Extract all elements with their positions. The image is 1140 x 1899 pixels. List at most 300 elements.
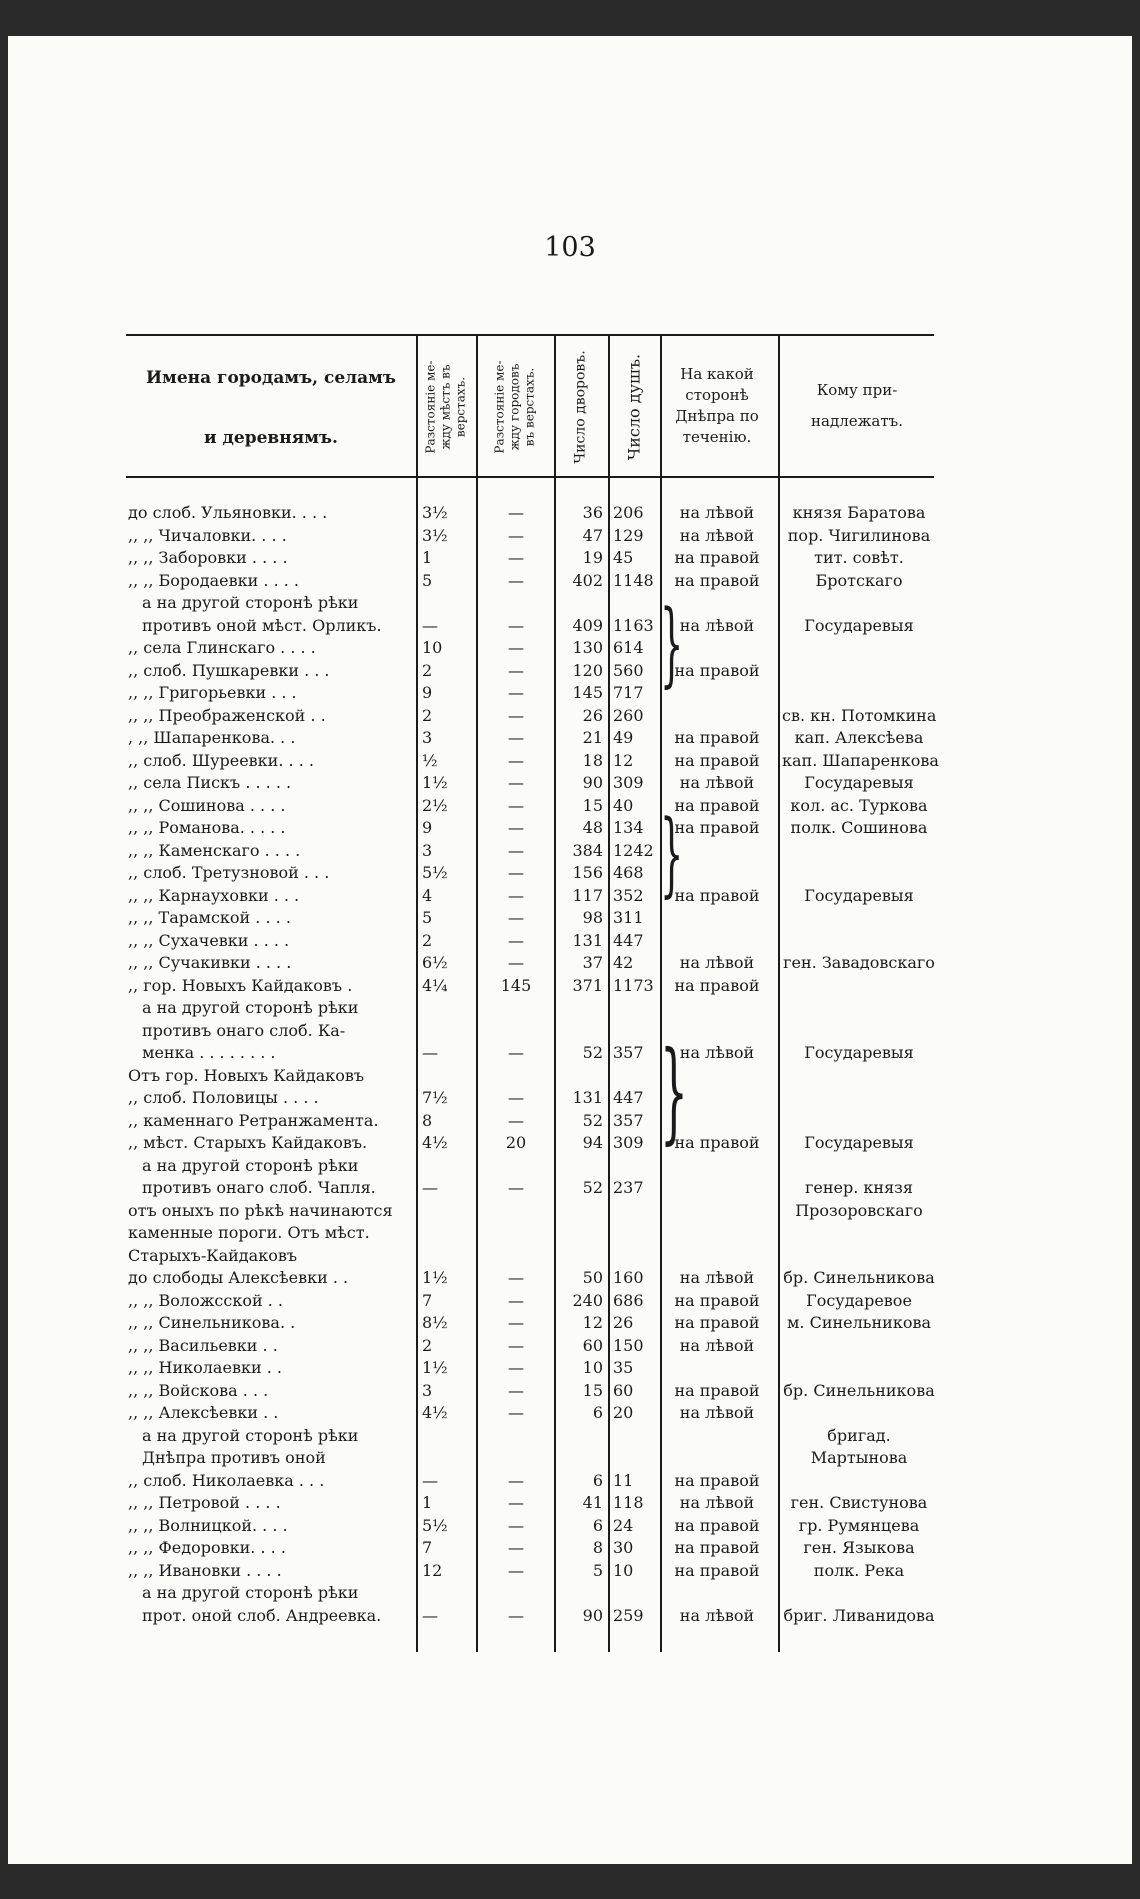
row-distance-towns: — xyxy=(508,548,524,567)
row-distance-places: 4¼ xyxy=(422,975,448,995)
row-distance-towns: — xyxy=(508,1268,524,1287)
row-owner: кап. Алексѣева xyxy=(794,728,924,747)
row-souls: 160 xyxy=(613,1268,644,1287)
row-name: противъ онаго слоб. Чапля. xyxy=(142,1178,376,1197)
row-name: ,, ,, Сошинова . . . . xyxy=(128,795,286,815)
row-owner: гр. Румянцева xyxy=(798,1515,920,1535)
row-river-side: на правой xyxy=(674,1290,760,1310)
row-owner: генер. князя xyxy=(805,1178,913,1197)
row-souls: 40 xyxy=(613,795,634,815)
row-distance-towns: — xyxy=(508,953,524,972)
row-distance-places: — xyxy=(422,1470,438,1490)
table-row xyxy=(8,975,1132,997)
row-households: 15 xyxy=(582,1380,603,1400)
table-row xyxy=(8,1155,1132,1177)
row-distance-places: — xyxy=(422,1178,438,1197)
row-name: ,, слоб. Николаевка . . . xyxy=(128,1470,325,1490)
row-river-side: на правой xyxy=(674,750,760,770)
row-river-side: на лѣвой xyxy=(679,1335,755,1355)
row-distance-places: 3 xyxy=(422,728,433,747)
page-number: 103 xyxy=(544,232,596,263)
row-households: 50 xyxy=(582,1268,603,1287)
table-row xyxy=(8,952,1132,974)
row-river-side: на правой xyxy=(674,1313,760,1332)
row-distance-places: 5 xyxy=(422,908,433,927)
table-row xyxy=(8,1200,1132,1222)
row-river-side: на правой xyxy=(674,1380,760,1400)
table-row xyxy=(8,1402,1132,1424)
row-distance-towns: — xyxy=(508,1538,524,1557)
row-distance-towns: — xyxy=(508,1560,524,1580)
row-distance-towns: — xyxy=(508,1110,524,1130)
row-name: ,, гор. Новыхъ Кайдаковъ . xyxy=(128,975,353,995)
row-souls: 1163 xyxy=(613,615,654,635)
row-households: 52 xyxy=(582,1043,603,1062)
table-row xyxy=(8,1492,1132,1514)
row-distance-places: 1½ xyxy=(422,773,448,792)
row-name: Старыхъ-Кайдаковъ xyxy=(128,1245,298,1265)
grouping-brace: } xyxy=(660,1027,688,1155)
row-river-side: на лѣвой xyxy=(679,1268,755,1287)
table-row xyxy=(8,705,1132,727)
row-owner: ген. Языкова xyxy=(803,1538,915,1557)
row-river-side: на правой xyxy=(674,1515,760,1535)
row-distance-towns: — xyxy=(508,570,524,590)
row-souls: 447 xyxy=(613,1088,644,1107)
row-owner: ген. Завадовскаго xyxy=(783,953,935,972)
row-distance-places: 4½ xyxy=(422,1133,448,1152)
row-distance-towns: — xyxy=(508,1493,524,1512)
row-river-side: на правой xyxy=(674,1538,760,1557)
row-owner: Государевыя xyxy=(804,1043,914,1062)
row-souls: 20 xyxy=(613,1403,634,1422)
table-row xyxy=(8,1042,1132,1064)
row-name: а на другой сторонѣ рѣки xyxy=(142,998,359,1017)
table-row xyxy=(8,660,1132,682)
row-distance-places: — xyxy=(422,1605,438,1625)
row-distance-towns: — xyxy=(508,908,524,927)
row-name: до слоб. Ульяновки. . . . xyxy=(128,503,328,522)
row-river-side: на правой xyxy=(674,728,760,747)
row-souls: 686 xyxy=(613,1290,644,1310)
row-households: 131 xyxy=(572,1088,603,1107)
table-row xyxy=(8,1110,1132,1132)
row-distance-towns: — xyxy=(508,1088,524,1107)
row-name: ,, села Пискъ . . . . . xyxy=(128,773,292,792)
row-name: ,, ,, Григорьевки . . . xyxy=(128,683,297,702)
table-row xyxy=(8,1515,1132,1537)
row-name: менка . . . . . . . . xyxy=(142,1043,276,1062)
row-souls: 118 xyxy=(613,1493,644,1512)
row-households: 41 xyxy=(582,1493,603,1512)
row-households: 90 xyxy=(582,773,603,792)
row-distance-towns: — xyxy=(508,750,524,770)
row-owner: пор. Чигилинова xyxy=(787,525,931,545)
row-name: ,, ,, Бородаевки . . . . xyxy=(128,570,299,590)
row-name: до слободы Алексѣевки . . xyxy=(128,1268,349,1287)
row-distance-towns: — xyxy=(508,1178,524,1197)
row-distance-places: 3 xyxy=(422,1380,433,1400)
row-households: 60 xyxy=(582,1335,603,1355)
table-row xyxy=(8,570,1132,592)
row-souls: 26 xyxy=(613,1313,634,1332)
row-households: 90 xyxy=(582,1605,603,1625)
row-owner: Прозоровскаго xyxy=(795,1200,923,1220)
row-owner: полк. Река xyxy=(813,1560,905,1580)
row-river-side: на правой xyxy=(674,818,760,837)
table-row xyxy=(8,1132,1132,1154)
row-souls: 468 xyxy=(613,863,644,882)
row-name: ,, ,, Николаевки . . xyxy=(128,1358,282,1377)
row-river-side: на правой xyxy=(674,975,760,995)
row-name: а на другой сторонѣ рѣки xyxy=(142,593,359,612)
row-owner: Бротскаго xyxy=(815,570,903,590)
row-river-side: на лѣвой xyxy=(679,525,755,545)
row-souls: 11 xyxy=(613,1470,634,1490)
row-river-side: на правой xyxy=(674,1133,760,1152)
row-owner: Государевыя xyxy=(804,773,914,792)
row-distance-towns: — xyxy=(508,795,524,815)
row-households: 18 xyxy=(582,750,603,770)
row-owner: Государевое xyxy=(806,1290,912,1310)
row-distance-towns: — xyxy=(508,1515,524,1535)
row-households: 94 xyxy=(582,1133,603,1152)
row-distance-towns: — xyxy=(508,863,524,882)
row-name: ,, ,, Сучакивки . . . . xyxy=(128,953,292,972)
row-river-side: на лѣвой xyxy=(679,1493,755,1512)
row-souls: 49 xyxy=(613,728,634,747)
row-distance-places: 12 xyxy=(422,1560,443,1580)
table-row xyxy=(8,1290,1132,1312)
row-name: ,, ,, Романова. . . . . xyxy=(128,818,286,837)
header-distance-places: Разстоянie ме- жду мѣстъ въ верстахъ. xyxy=(423,360,468,454)
row-souls: 1148 xyxy=(613,570,654,590)
row-souls: 260 xyxy=(613,705,644,725)
row-households: 156 xyxy=(572,863,603,882)
row-households: 98 xyxy=(582,908,603,927)
row-souls: 12 xyxy=(613,750,634,770)
row-households: 6 xyxy=(592,1470,603,1490)
table-row xyxy=(8,817,1132,839)
table-row xyxy=(8,1447,1132,1469)
row-households: 37 xyxy=(582,953,603,972)
row-distance-towns: — xyxy=(508,503,524,522)
row-distance-places: 4½ xyxy=(422,1403,448,1422)
row-river-side: на лѣвой xyxy=(679,953,755,972)
row-distance-places: 2 xyxy=(422,705,433,725)
row-households: 145 xyxy=(572,683,603,702)
row-name: а на другой сторонѣ рѣки xyxy=(142,1425,359,1445)
row-households: 47 xyxy=(582,525,603,545)
row-name: ,, ,, Преображенской . . xyxy=(128,705,326,725)
row-distance-towns: — xyxy=(508,885,524,905)
row-owner: Государевыя xyxy=(804,615,914,635)
table-row xyxy=(8,502,1132,524)
row-river-side: на правой xyxy=(674,1560,760,1580)
row-name: , ,, Шапаренкова. . . xyxy=(128,728,296,747)
row-name: противъ оной мѣст. Орликъ. xyxy=(142,615,382,635)
row-distance-towns: — xyxy=(508,930,524,950)
row-households: 120 xyxy=(572,660,603,680)
row-name: ,, ,, Алексѣевки . . xyxy=(128,1403,279,1422)
table-row xyxy=(8,885,1132,907)
row-souls: 30 xyxy=(613,1538,634,1557)
table-row xyxy=(8,1357,1132,1379)
row-river-side: на лѣвой xyxy=(679,1605,755,1625)
row-distance-places: 1½ xyxy=(422,1358,448,1377)
row-souls: 357 xyxy=(613,1043,644,1062)
table-row xyxy=(8,1605,1132,1627)
header-names: Имена городамъ, селамъ и деревнямъ. xyxy=(146,368,396,448)
top-rule xyxy=(126,334,934,336)
row-name: ,, слоб. Половицы . . . . xyxy=(128,1088,319,1107)
table-row xyxy=(8,1560,1132,1582)
row-souls: 352 xyxy=(613,885,644,905)
row-households: 6 xyxy=(592,1515,603,1535)
row-name: ,, ,, Войскова . . . xyxy=(128,1380,269,1400)
row-owner: ген. Свистунова xyxy=(790,1493,928,1512)
row-owner: св. кн. Потомкина xyxy=(782,705,937,725)
row-owner: тит. совѣт. xyxy=(814,548,904,567)
row-distance-towns: — xyxy=(508,705,524,725)
row-owner: полк. Сошинова xyxy=(790,818,928,837)
row-name: ,, ,, Воложсской . . xyxy=(128,1290,283,1310)
row-souls: 717 xyxy=(613,683,644,702)
row-name: противъ онаго слоб. Ка- xyxy=(142,1020,346,1040)
row-distance-towns: — xyxy=(508,1335,524,1355)
grouping-brace: } xyxy=(660,800,684,907)
grouping-brace: } xyxy=(660,590,684,697)
row-households: 48 xyxy=(582,818,603,837)
row-households: 5 xyxy=(592,1560,603,1580)
row-distance-places: 9 xyxy=(422,683,433,702)
table-row xyxy=(8,637,1132,659)
row-distance-places: 7 xyxy=(422,1290,433,1310)
header-river-side: На какой сторонѣ Днѣпра по теченiю. xyxy=(675,365,759,446)
table-row xyxy=(8,1537,1132,1559)
row-owner: м. Синельникова xyxy=(786,1313,932,1332)
header-households: Число дворовъ. xyxy=(572,350,589,464)
row-souls: 42 xyxy=(613,953,634,972)
row-distance-towns: — xyxy=(508,525,524,545)
row-distance-places: 5½ xyxy=(422,863,448,882)
header-rule xyxy=(126,476,934,478)
row-distance-places: 1 xyxy=(422,548,433,567)
row-distance-places: 2½ xyxy=(422,795,448,815)
row-souls: 309 xyxy=(613,773,644,792)
row-distance-towns: — xyxy=(508,1605,524,1625)
row-distance-towns: — xyxy=(508,728,524,747)
table-row xyxy=(8,840,1132,862)
table-row xyxy=(8,1312,1132,1334)
row-river-side: на лѣвой xyxy=(679,615,755,635)
row-distance-towns: — xyxy=(508,840,524,860)
table-row xyxy=(8,1020,1132,1042)
table-row xyxy=(8,1245,1132,1267)
row-name: ,, мѣст. Старыхъ Кайдаковъ. xyxy=(128,1133,368,1152)
row-households: 10 xyxy=(582,1358,603,1377)
row-owner: князя Баратова xyxy=(792,503,926,522)
row-owner: бригад. xyxy=(827,1425,891,1445)
row-souls: 237 xyxy=(613,1178,644,1197)
row-households: 384 xyxy=(572,840,603,860)
row-name: Отъ гор. Новыхъ Кайдаковъ xyxy=(128,1065,365,1085)
table-row xyxy=(8,750,1132,772)
row-name: Днѣпра противъ оной xyxy=(142,1448,326,1467)
row-name: ,, слоб. Третузновой . . . xyxy=(128,863,330,882)
row-name: каменные пороги. Отъ мѣст. xyxy=(128,1223,370,1242)
table-row xyxy=(8,1470,1132,1492)
table-row xyxy=(8,1582,1132,1604)
row-distance-places: 2 xyxy=(422,660,433,680)
header-distance-towns: Разстоянie ме- жду городовъ въ верстахъ. xyxy=(492,360,537,454)
row-distance-places: ½ xyxy=(422,750,438,770)
row-households: 402 xyxy=(572,570,603,590)
row-households: 52 xyxy=(582,1110,603,1130)
row-name: ,, ,, Чичаловки. . . . xyxy=(128,525,287,545)
row-name: ,, ,, Заборовки . . . . xyxy=(128,548,288,567)
row-households: 12 xyxy=(582,1313,603,1332)
row-distance-places: 3 xyxy=(422,840,433,860)
row-name: ,, ,, Карнауховки . . . xyxy=(128,885,300,905)
row-name: ,, ,, Петровой . . . . xyxy=(128,1493,281,1512)
row-households: 15 xyxy=(582,795,603,815)
row-households: 117 xyxy=(572,885,603,905)
row-distance-places: 7 xyxy=(422,1538,433,1557)
row-distance-towns: 145 xyxy=(500,975,532,995)
row-river-side: на правой xyxy=(674,885,760,905)
row-name: ,, слоб. Шуреевки. . . . xyxy=(128,750,314,770)
table-row xyxy=(8,615,1132,637)
row-name: а на другой сторонѣ рѣки xyxy=(142,1583,359,1602)
row-owner: кап. Шапаренкова xyxy=(782,750,939,770)
table-row xyxy=(8,930,1132,952)
row-distance-towns: — xyxy=(508,1470,524,1490)
table-row xyxy=(8,727,1132,749)
row-souls: 35 xyxy=(613,1358,634,1377)
row-name: ,, ,, Синельникова. . xyxy=(128,1313,296,1332)
row-distance-places: 8 xyxy=(422,1110,433,1130)
row-souls: 150 xyxy=(613,1335,644,1355)
book-page xyxy=(8,36,1132,1864)
table-row xyxy=(8,547,1132,569)
row-households: 52 xyxy=(582,1178,603,1197)
row-distance-towns: — xyxy=(508,1358,524,1377)
row-distance-towns: — xyxy=(508,1290,524,1310)
row-name: а на другой сторонѣ рѣки xyxy=(142,1155,359,1175)
row-souls: 560 xyxy=(613,660,644,680)
row-households: 131 xyxy=(572,930,603,950)
row-name: ,, ,, Васильевки . . xyxy=(128,1335,278,1355)
row-households: 19 xyxy=(582,548,603,567)
row-distance-towns: — xyxy=(508,818,524,837)
row-distance-towns: — xyxy=(508,615,524,635)
table-row xyxy=(8,1425,1132,1447)
row-souls: 60 xyxy=(613,1380,634,1400)
row-households: 6 xyxy=(592,1403,603,1422)
table-row xyxy=(8,1087,1132,1109)
row-river-side: на правой xyxy=(674,570,760,590)
row-river-side: на правой xyxy=(674,548,760,567)
table-row xyxy=(8,997,1132,1019)
row-souls: 1242 xyxy=(613,840,654,860)
row-river-side: на лѣвой xyxy=(679,1043,755,1062)
row-name: прот. оной слоб. Андреевка. xyxy=(142,1605,382,1625)
row-souls: 1173 xyxy=(613,975,654,995)
row-households: 371 xyxy=(572,975,603,995)
row-distance-places: 3½ xyxy=(422,503,448,522)
row-distance-places: 8½ xyxy=(422,1313,448,1332)
row-distance-towns: 20 xyxy=(505,1133,527,1152)
row-distance-places: 2 xyxy=(422,1335,433,1355)
row-owner: бр. Синельникова xyxy=(783,1268,935,1287)
row-name: ,, ,, Федоровки. . . . xyxy=(128,1538,286,1557)
row-souls: 134 xyxy=(613,818,644,837)
header-souls: Число душъ. xyxy=(624,353,644,461)
row-name: ,, ,, Тарамской . . . . xyxy=(128,908,291,927)
row-distance-places: 1½ xyxy=(422,1268,448,1287)
row-households: 21 xyxy=(582,728,603,747)
row-souls: 10 xyxy=(613,1560,634,1580)
row-households: 240 xyxy=(572,1290,603,1310)
row-households: 36 xyxy=(582,503,603,522)
table-row xyxy=(8,1065,1132,1087)
row-distance-towns: — xyxy=(508,1403,524,1422)
header-owner: Кому при- надлежатъ. xyxy=(811,381,903,430)
row-households: 8 xyxy=(592,1538,603,1557)
table-row xyxy=(8,592,1132,614)
row-distance-towns: — xyxy=(508,773,524,792)
row-distance-places: 5 xyxy=(422,570,433,590)
row-souls: 357 xyxy=(613,1110,644,1130)
table-row xyxy=(8,1380,1132,1402)
row-distance-towns: — xyxy=(508,1313,524,1332)
row-distance-towns: — xyxy=(508,1380,524,1400)
row-households: 409 xyxy=(572,615,603,635)
row-distance-places: 6½ xyxy=(422,953,448,972)
row-owner: Мартынова xyxy=(810,1448,908,1467)
table-row xyxy=(8,862,1132,884)
row-owner: Государевыя xyxy=(804,885,914,905)
row-distance-towns: — xyxy=(508,683,524,702)
row-distance-places: 5½ xyxy=(422,1515,448,1535)
row-owner: бр. Синельникова xyxy=(783,1380,935,1400)
row-owner: Государевыя xyxy=(804,1133,914,1152)
table-row xyxy=(8,525,1132,547)
row-distance-places: 4 xyxy=(422,885,433,905)
row-distance-towns: — xyxy=(508,638,524,657)
row-souls: 206 xyxy=(613,503,644,522)
row-name: ,, ,, Каменскаго . . . . xyxy=(128,840,301,860)
row-distance-places: 10 xyxy=(422,638,443,657)
row-name: ,, ,, Волницкой. . . . xyxy=(128,1515,288,1535)
row-distance-places: — xyxy=(422,1043,438,1062)
row-river-side: на правой xyxy=(674,660,760,680)
table-row xyxy=(8,1267,1132,1289)
row-souls: 129 xyxy=(613,525,644,545)
row-distance-places: 1 xyxy=(422,1493,433,1512)
row-name: ,, ,, Сухачевки . . . . xyxy=(128,930,290,950)
row-souls: 259 xyxy=(613,1605,644,1625)
row-distance-towns: — xyxy=(508,1043,524,1062)
row-distance-places: 3½ xyxy=(422,525,448,545)
row-river-side: на правой xyxy=(674,795,760,815)
row-river-side: на правой xyxy=(674,1470,760,1490)
row-distance-places: — xyxy=(422,615,438,635)
row-name: ,, села Глинскаго . . . . xyxy=(128,638,316,657)
row-river-side: на лѣвой xyxy=(679,1403,755,1422)
table-row xyxy=(8,772,1132,794)
